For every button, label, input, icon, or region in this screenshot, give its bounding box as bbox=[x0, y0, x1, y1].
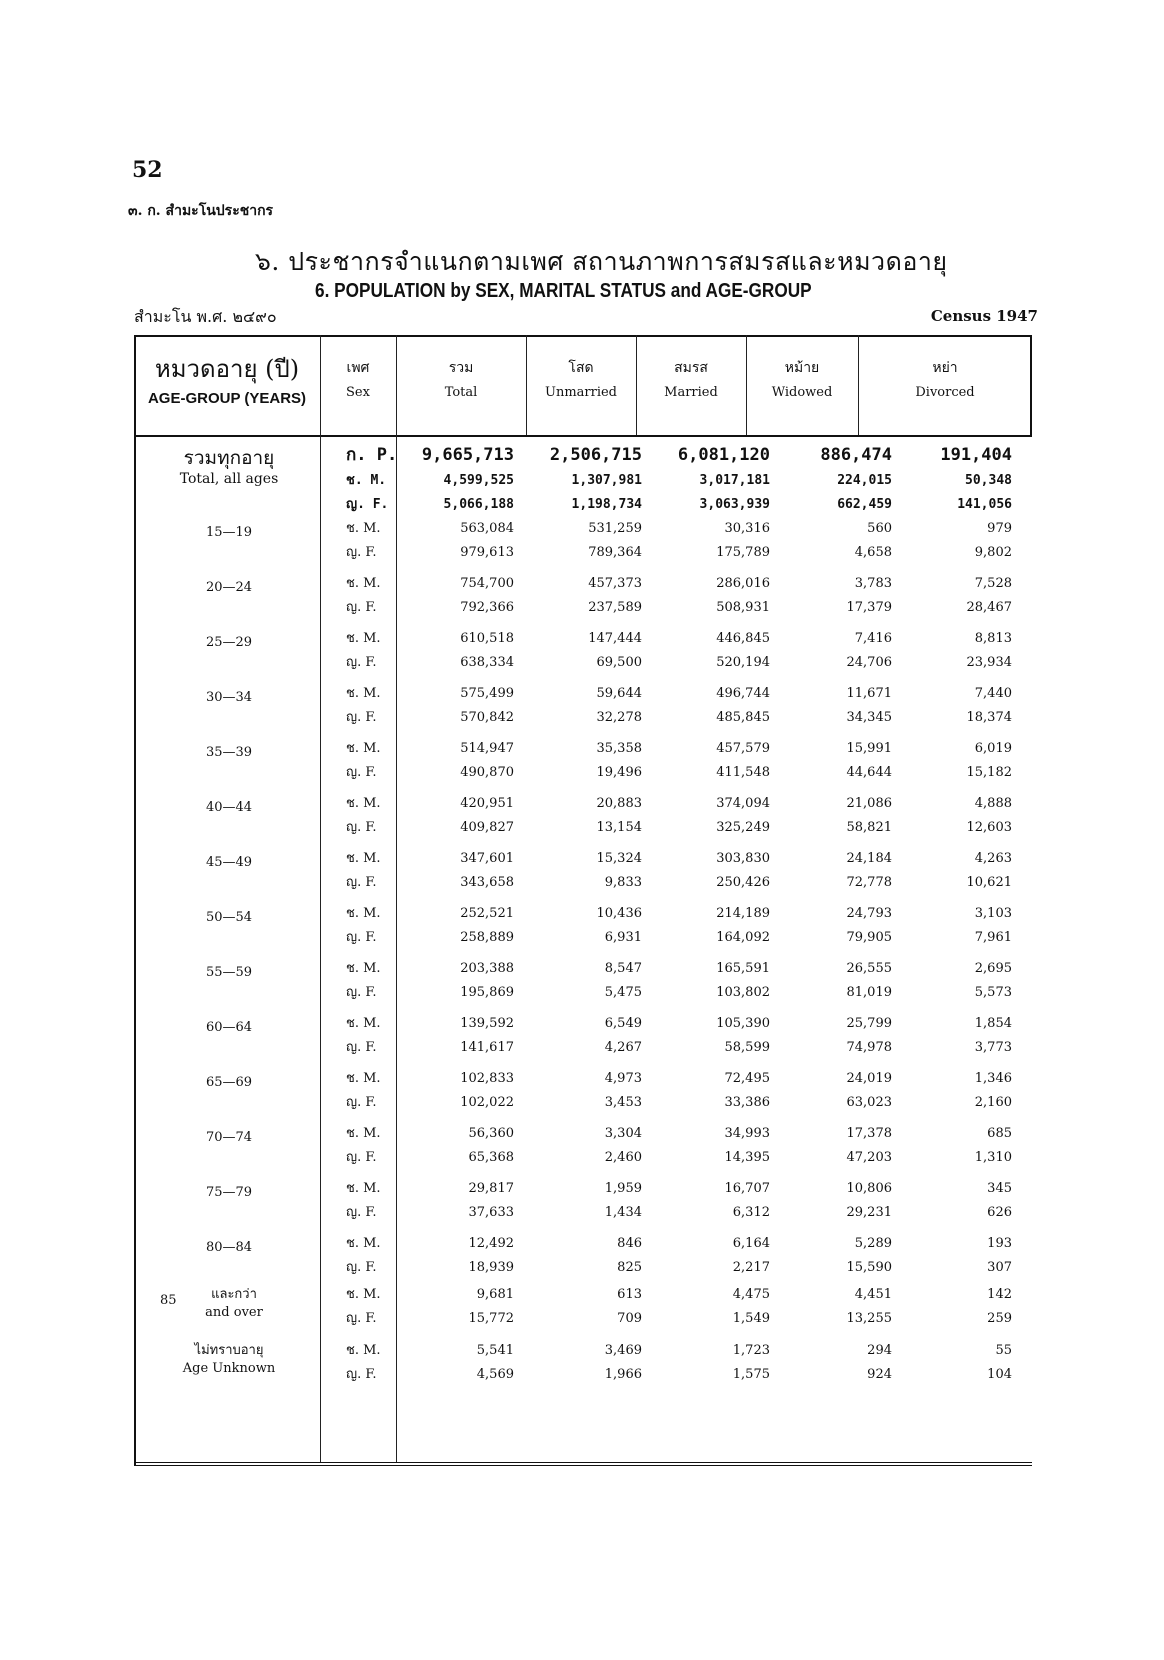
cell-married: 3,017,181 bbox=[699, 473, 770, 488]
cell-sex: ช. M. bbox=[346, 1126, 381, 1141]
cell-sex: ญ. F. bbox=[346, 655, 377, 670]
cell-unmarried: 13,154 bbox=[596, 820, 642, 835]
cell-total: 4,599,525 bbox=[443, 473, 514, 488]
cell-divorced: 2,695 bbox=[974, 961, 1012, 976]
cell-married: 103,802 bbox=[716, 985, 770, 1000]
cell-sex: ญ. F. bbox=[346, 875, 377, 890]
cell-married: 250,426 bbox=[716, 875, 770, 890]
table-row bbox=[134, 926, 1032, 950]
header-unmarried-thai: โสด bbox=[568, 360, 594, 376]
cell-married: 6,312 bbox=[732, 1205, 770, 1220]
header-total-english: Total bbox=[444, 385, 478, 400]
cell-divorced: 685 bbox=[987, 1126, 1012, 1141]
cell-unmarried: 35,358 bbox=[596, 741, 642, 756]
cell-total: 575,499 bbox=[460, 686, 514, 701]
cell-divorced: 50,348 bbox=[965, 473, 1012, 488]
cell-sex: ช. M. bbox=[346, 961, 381, 976]
table-row bbox=[134, 572, 1032, 596]
cell-married: 446,845 bbox=[716, 631, 770, 646]
cell-sex: ญ. F. bbox=[346, 710, 377, 725]
cell-total: 102,833 bbox=[460, 1071, 514, 1086]
age-label: 20—24 bbox=[205, 580, 253, 595]
table-row bbox=[134, 443, 1032, 467]
age-label: 35—39 bbox=[205, 745, 253, 760]
cell-unmarried: 3,453 bbox=[604, 1095, 642, 1110]
cell-sex: ญ. F. bbox=[346, 1205, 377, 1220]
cell-divorced: 259 bbox=[987, 1311, 1012, 1326]
cell-sex: ญ. F. bbox=[346, 1095, 377, 1110]
cell-sex: ช. M. bbox=[346, 851, 381, 866]
cell-divorced: 7,961 bbox=[974, 930, 1012, 945]
cell-divorced: 23,934 bbox=[966, 655, 1012, 670]
cell-unmarried: 1,959 bbox=[604, 1181, 642, 1196]
cell-total: 203,388 bbox=[460, 961, 514, 976]
page-number: 52 bbox=[132, 157, 163, 183]
cell-divorced: 626 bbox=[987, 1205, 1012, 1220]
header-total-thai: รวม bbox=[448, 360, 474, 376]
cell-divorced: 104 bbox=[987, 1367, 1012, 1382]
age-label: 30—34 bbox=[205, 690, 253, 705]
cell-widowed: 24,793 bbox=[846, 906, 892, 921]
cell-sex: ช. M. bbox=[346, 906, 381, 921]
cell-total: 4,569 bbox=[476, 1367, 514, 1382]
cell-unmarried: 709 bbox=[617, 1311, 642, 1326]
cell-sex: ช. M. bbox=[346, 473, 387, 488]
cell-divorced: 979 bbox=[987, 521, 1012, 536]
cell-unmarried: 1,198,734 bbox=[571, 497, 642, 512]
cell-divorced: 1,854 bbox=[974, 1016, 1012, 1031]
table-row bbox=[134, 682, 1032, 706]
cell-unmarried: 237,589 bbox=[588, 600, 642, 615]
cell-married: 165,591 bbox=[716, 961, 770, 976]
table-row bbox=[134, 792, 1032, 816]
cell-sex: ญ. F. bbox=[346, 1260, 377, 1275]
table-row bbox=[134, 761, 1032, 785]
cell-divorced: 12,603 bbox=[966, 820, 1012, 835]
cell-widowed: 44,644 bbox=[846, 765, 892, 780]
age-label-english: Total, all ages bbox=[179, 471, 279, 487]
cell-unmarried: 6,931 bbox=[604, 930, 642, 945]
cell-widowed: 17,378 bbox=[846, 1126, 892, 1141]
cell-total: 563,084 bbox=[460, 521, 514, 536]
cell-unmarried: 1,307,981 bbox=[571, 473, 642, 488]
cell-total: 979,613 bbox=[460, 545, 514, 560]
cell-widowed: 29,231 bbox=[846, 1205, 892, 1220]
cell-married: 6,164 bbox=[732, 1236, 770, 1251]
cell-unmarried: 9,833 bbox=[604, 875, 642, 890]
cell-unmarried: 825 bbox=[617, 1260, 642, 1275]
cell-total: 610,518 bbox=[460, 631, 514, 646]
census-label-english: Census 1947 bbox=[930, 307, 1038, 325]
table-row bbox=[134, 493, 1032, 517]
cell-widowed: 34,345 bbox=[846, 710, 892, 725]
header-sex bbox=[320, 335, 396, 435]
cell-unmarried: 1,966 bbox=[604, 1367, 642, 1382]
cell-widowed: 24,019 bbox=[846, 1071, 892, 1086]
cell-unmarried: 19,496 bbox=[596, 765, 642, 780]
header-divorced-thai: หย่า bbox=[932, 360, 958, 376]
cell-widowed: 15,590 bbox=[846, 1260, 892, 1275]
table-row bbox=[134, 1036, 1032, 1060]
cell-total: 18,939 bbox=[468, 1260, 514, 1275]
cell-unmarried: 789,364 bbox=[588, 545, 642, 560]
cell-unmarried: 613 bbox=[617, 1287, 642, 1302]
cell-unmarried: 6,549 bbox=[604, 1016, 642, 1031]
cell-divorced: 9,802 bbox=[974, 545, 1012, 560]
table-row bbox=[134, 981, 1032, 1005]
cell-unmarried: 15,324 bbox=[596, 851, 642, 866]
cell-divorced: 15,182 bbox=[966, 765, 1012, 780]
table-title-english: 6. POPULATION by SEX, MARITAL STATUS and AGE-GROUP bbox=[315, 280, 812, 302]
cell-unmarried: 4,973 bbox=[604, 1071, 642, 1086]
cell-divorced: 7,440 bbox=[974, 686, 1012, 701]
table-row bbox=[134, 871, 1032, 895]
age-label-english: Age Unknown bbox=[182, 1361, 276, 1376]
cell-unmarried: 457,373 bbox=[588, 576, 642, 591]
cell-divorced: 3,773 bbox=[974, 1040, 1012, 1055]
header-unmarried-english: Unmarried bbox=[544, 385, 617, 400]
cell-widowed: 24,706 bbox=[846, 655, 892, 670]
table-row bbox=[134, 596, 1032, 620]
cell-total: 12,492 bbox=[468, 1236, 514, 1251]
cell-sex: ญ. F. bbox=[346, 1040, 377, 1055]
cell-divorced: 4,888 bbox=[974, 796, 1012, 811]
cell-widowed: 74,978 bbox=[846, 1040, 892, 1055]
cell-widowed: 58,821 bbox=[846, 820, 892, 835]
table-title-thai: ๖. ประชากรจำแนกตามเพศ สถานภาพการสมรสและหมวดอายุ bbox=[255, 247, 948, 276]
cell-sex: ช. M. bbox=[346, 686, 381, 701]
cell-unmarried: 3,304 bbox=[604, 1126, 642, 1141]
cell-widowed: 24,184 bbox=[846, 851, 892, 866]
cell-total: 141,617 bbox=[460, 1040, 514, 1055]
age-label: 65—69 bbox=[205, 1075, 253, 1090]
header-sex-thai: เพศ bbox=[346, 360, 370, 376]
cell-total: 5,541 bbox=[476, 1343, 514, 1358]
cell-married: 4,475 bbox=[732, 1287, 770, 1302]
cell-sex: ช. M. bbox=[346, 1287, 381, 1302]
age-label: 25—29 bbox=[205, 635, 253, 650]
cell-married: 58,599 bbox=[724, 1040, 770, 1055]
age-label: 45—49 bbox=[205, 855, 253, 870]
cell-total: 29,817 bbox=[468, 1181, 514, 1196]
cell-divorced: 5,573 bbox=[974, 985, 1012, 1000]
cell-total: 792,366 bbox=[460, 600, 514, 615]
header-age-english: AGE-GROUP (YEARS) bbox=[147, 390, 307, 407]
cell-unmarried: 531,259 bbox=[588, 521, 642, 536]
cell-sex: ช. M. bbox=[346, 796, 381, 811]
table-row bbox=[134, 1122, 1032, 1146]
cell-sex: ญ. F. bbox=[346, 1311, 377, 1326]
cell-married: 411,548 bbox=[716, 765, 770, 780]
cell-sex: ช. M. bbox=[346, 1343, 381, 1358]
cell-widowed: 886,474 bbox=[820, 445, 892, 465]
cell-total: 409,827 bbox=[460, 820, 514, 835]
cell-widowed: 224,015 bbox=[837, 473, 892, 488]
cell-divorced: 28,467 bbox=[966, 600, 1012, 615]
cell-widowed: 25,799 bbox=[846, 1016, 892, 1031]
cell-unmarried: 69,500 bbox=[596, 655, 642, 670]
cell-married: 164,092 bbox=[716, 930, 770, 945]
cell-married: 6,081,120 bbox=[677, 445, 770, 465]
cell-married: 374,094 bbox=[716, 796, 770, 811]
header-married-thai: สมรส bbox=[674, 360, 708, 376]
cell-divorced: 345 bbox=[987, 1181, 1012, 1196]
cell-divorced: 18,374 bbox=[966, 710, 1012, 725]
cell-sex: ช. M. bbox=[346, 1071, 381, 1086]
table-bottom-rule bbox=[134, 1462, 1032, 1466]
cell-divorced: 6,019 bbox=[974, 741, 1012, 756]
cell-divorced: 7,528 bbox=[974, 576, 1012, 591]
table-row bbox=[134, 1067, 1032, 1091]
table-row bbox=[134, 651, 1032, 675]
cell-married: 16,707 bbox=[724, 1181, 770, 1196]
cell-divorced: 8,813 bbox=[974, 631, 1012, 646]
cell-widowed: 662,459 bbox=[837, 497, 892, 512]
cell-married: 175,789 bbox=[716, 545, 770, 560]
cell-sex: ช. M. bbox=[346, 1236, 381, 1251]
cell-sex: ญ. F. bbox=[346, 600, 377, 615]
age-label-thai: และกว่า bbox=[211, 1287, 257, 1302]
cell-divorced: 142 bbox=[987, 1287, 1012, 1302]
cell-divorced: 307 bbox=[987, 1260, 1012, 1275]
table-row bbox=[134, 1363, 1032, 1387]
header-divorced bbox=[858, 335, 1032, 435]
age-label-thai: รวมทุกอายุ bbox=[183, 447, 275, 469]
cell-total: 56,360 bbox=[468, 1126, 514, 1141]
age-label: 80—84 bbox=[205, 1240, 253, 1255]
cell-total: 754,700 bbox=[460, 576, 514, 591]
cell-married: 72,495 bbox=[724, 1071, 770, 1086]
age-label: 50—54 bbox=[205, 910, 253, 925]
cell-total: 420,951 bbox=[460, 796, 514, 811]
cell-sex: ก. P. bbox=[346, 445, 398, 465]
cell-widowed: 10,806 bbox=[846, 1181, 892, 1196]
table-row bbox=[134, 541, 1032, 565]
cell-married: 214,189 bbox=[716, 906, 770, 921]
cell-widowed: 11,671 bbox=[846, 686, 892, 701]
cell-sex: ญ. F. bbox=[346, 497, 389, 512]
cell-unmarried: 846 bbox=[617, 1236, 642, 1251]
cell-widowed: 21,086 bbox=[846, 796, 892, 811]
cell-sex: ช. M. bbox=[346, 631, 381, 646]
cell-widowed: 26,555 bbox=[846, 961, 892, 976]
cell-total: 9,665,713 bbox=[421, 445, 514, 465]
table-row bbox=[134, 816, 1032, 840]
cell-divorced: 1,346 bbox=[974, 1071, 1012, 1086]
header-total bbox=[396, 335, 526, 435]
table-row bbox=[134, 627, 1032, 651]
table-row bbox=[134, 737, 1032, 761]
cell-unmarried: 2,460 bbox=[604, 1150, 642, 1165]
table-row bbox=[134, 1201, 1032, 1225]
cell-unmarried: 4,267 bbox=[604, 1040, 642, 1055]
cell-married: 325,249 bbox=[716, 820, 770, 835]
age-label: 60—64 bbox=[205, 1020, 253, 1035]
cell-widowed: 81,019 bbox=[846, 985, 892, 1000]
cell-married: 1,549 bbox=[732, 1311, 770, 1326]
cell-married: 33,386 bbox=[724, 1095, 770, 1110]
cell-widowed: 15,991 bbox=[846, 741, 892, 756]
cell-total: 514,947 bbox=[460, 741, 514, 756]
table-row bbox=[134, 469, 1032, 493]
cell-married: 1,575 bbox=[732, 1367, 770, 1382]
cell-unmarried: 3,469 bbox=[604, 1343, 642, 1358]
age-label: 75—79 bbox=[205, 1185, 253, 1200]
cell-married: 508,931 bbox=[716, 600, 770, 615]
cell-divorced: 3,103 bbox=[974, 906, 1012, 921]
table-row bbox=[134, 1307, 1032, 1331]
cell-sex: ญ. F. bbox=[346, 985, 377, 1000]
cell-divorced: 193 bbox=[987, 1236, 1012, 1251]
cell-sex: ญ. F. bbox=[346, 1367, 377, 1382]
header-age-group bbox=[134, 335, 320, 435]
cell-unmarried: 1,434 bbox=[604, 1205, 642, 1220]
cell-divorced: 191,404 bbox=[940, 445, 1012, 465]
cell-total: 102,022 bbox=[460, 1095, 514, 1110]
table-row bbox=[134, 1232, 1032, 1256]
cell-married: 520,194 bbox=[716, 655, 770, 670]
header-widowed-thai: หม้าย bbox=[784, 360, 820, 376]
cell-unmarried: 2,506,715 bbox=[549, 445, 642, 465]
cell-unmarried: 10,436 bbox=[596, 906, 642, 921]
header-widowed-english: Widowed bbox=[771, 385, 833, 400]
cell-married: 286,016 bbox=[716, 576, 770, 591]
table-row bbox=[134, 1091, 1032, 1115]
age-label: 70—74 bbox=[205, 1130, 253, 1145]
cell-divorced: 55 bbox=[995, 1343, 1012, 1358]
header-sex-english: Sex bbox=[346, 385, 370, 400]
header-married-english: Married bbox=[664, 385, 718, 400]
section-label: ๓. ก. สำมะโนประชากร bbox=[128, 203, 274, 219]
cell-married: 105,390 bbox=[716, 1016, 770, 1031]
age-label-number: 85 bbox=[160, 1293, 177, 1308]
table-row bbox=[134, 1012, 1032, 1036]
table-row bbox=[134, 902, 1032, 926]
table-row bbox=[134, 1256, 1032, 1280]
cell-total: 343,658 bbox=[460, 875, 514, 890]
cell-widowed: 3,783 bbox=[854, 576, 892, 591]
cell-divorced: 10,621 bbox=[966, 875, 1012, 890]
cell-unmarried: 147,444 bbox=[588, 631, 642, 646]
cell-total: 9,681 bbox=[476, 1287, 514, 1302]
cell-divorced: 2,160 bbox=[974, 1095, 1012, 1110]
cell-total: 490,870 bbox=[460, 765, 514, 780]
table-row bbox=[134, 1146, 1032, 1170]
cell-unmarried: 5,475 bbox=[604, 985, 642, 1000]
table-row bbox=[134, 957, 1032, 981]
cell-total: 5,066,188 bbox=[443, 497, 514, 512]
cell-total: 15,772 bbox=[468, 1311, 514, 1326]
cell-widowed: 4,658 bbox=[854, 545, 892, 560]
cell-total: 139,592 bbox=[460, 1016, 514, 1031]
cell-unmarried: 59,644 bbox=[596, 686, 642, 701]
cell-total: 258,889 bbox=[460, 930, 514, 945]
cell-widowed: 560 bbox=[867, 521, 892, 536]
table-row bbox=[134, 706, 1032, 730]
cell-total: 37,633 bbox=[468, 1205, 514, 1220]
census-label-thai: สำมะโน พ.ศ. ๒๔๙๐ bbox=[134, 307, 277, 326]
cell-sex: ช. M. bbox=[346, 576, 381, 591]
cell-sex: ช. M. bbox=[346, 1016, 381, 1031]
cell-widowed: 47,203 bbox=[846, 1150, 892, 1165]
cell-married: 496,744 bbox=[716, 686, 770, 701]
cell-sex: ญ. F. bbox=[346, 1150, 377, 1165]
cell-sex: ช. M. bbox=[346, 741, 381, 756]
cell-total: 570,842 bbox=[460, 710, 514, 725]
table-row bbox=[134, 1177, 1032, 1201]
cell-married: 485,845 bbox=[716, 710, 770, 725]
cell-married: 2,217 bbox=[732, 1260, 770, 1275]
cell-unmarried: 32,278 bbox=[596, 710, 642, 725]
age-label: 55—59 bbox=[205, 965, 253, 980]
cell-divorced: 4,263 bbox=[974, 851, 1012, 866]
cell-widowed: 7,416 bbox=[854, 631, 892, 646]
table-row bbox=[134, 1339, 1032, 1363]
table-row bbox=[134, 517, 1032, 541]
cell-sex: ญ. F. bbox=[346, 765, 377, 780]
cell-sex: ญ. F. bbox=[346, 820, 377, 835]
table-header-rule bbox=[134, 435, 1032, 437]
cell-widowed: 79,905 bbox=[846, 930, 892, 945]
cell-total: 252,521 bbox=[460, 906, 514, 921]
cell-total: 65,368 bbox=[468, 1150, 514, 1165]
cell-total: 347,601 bbox=[460, 851, 514, 866]
cell-widowed: 4,451 bbox=[854, 1287, 892, 1302]
header-divorced-english: Divorced bbox=[915, 385, 975, 400]
cell-married: 3,063,939 bbox=[699, 497, 770, 512]
header-unmarried bbox=[526, 335, 636, 435]
cell-widowed: 72,778 bbox=[846, 875, 892, 890]
cell-sex: ช. M. bbox=[346, 521, 381, 536]
cell-married: 303,830 bbox=[716, 851, 770, 866]
cell-widowed: 17,379 bbox=[846, 600, 892, 615]
age-label: 40—44 bbox=[205, 800, 253, 815]
cell-widowed: 924 bbox=[867, 1367, 892, 1382]
cell-married: 457,579 bbox=[716, 741, 770, 756]
cell-widowed: 13,255 bbox=[846, 1311, 892, 1326]
age-label: 15—19 bbox=[205, 525, 253, 540]
header-married bbox=[636, 335, 746, 435]
cell-total: 195,869 bbox=[460, 985, 514, 1000]
cell-widowed: 5,289 bbox=[854, 1236, 892, 1251]
age-label-thai: ไม่ทราบอายุ bbox=[194, 1343, 264, 1358]
cell-married: 1,723 bbox=[732, 1343, 770, 1358]
cell-widowed: 63,023 bbox=[846, 1095, 892, 1110]
table-row bbox=[134, 1283, 1032, 1307]
cell-widowed: 294 bbox=[867, 1343, 892, 1358]
cell-sex: ญ. F. bbox=[346, 545, 377, 560]
header-age-thai: หมวดอายุ (ปี) bbox=[154, 355, 300, 383]
cell-sex: ช. M. bbox=[346, 1181, 381, 1196]
cell-sex: ญ. F. bbox=[346, 930, 377, 945]
cell-married: 14,395 bbox=[724, 1150, 770, 1165]
cell-unmarried: 20,883 bbox=[596, 796, 642, 811]
header-widowed bbox=[746, 335, 858, 435]
table-row bbox=[134, 847, 1032, 871]
population-table bbox=[134, 335, 1032, 1465]
cell-divorced: 1,310 bbox=[974, 1150, 1012, 1165]
cell-married: 30,316 bbox=[724, 521, 770, 536]
age-label-english: and over bbox=[205, 1305, 263, 1320]
cell-married: 34,993 bbox=[724, 1126, 770, 1141]
cell-divorced: 141,056 bbox=[957, 497, 1012, 512]
cell-unmarried: 8,547 bbox=[604, 961, 642, 976]
cell-total: 638,334 bbox=[460, 655, 514, 670]
